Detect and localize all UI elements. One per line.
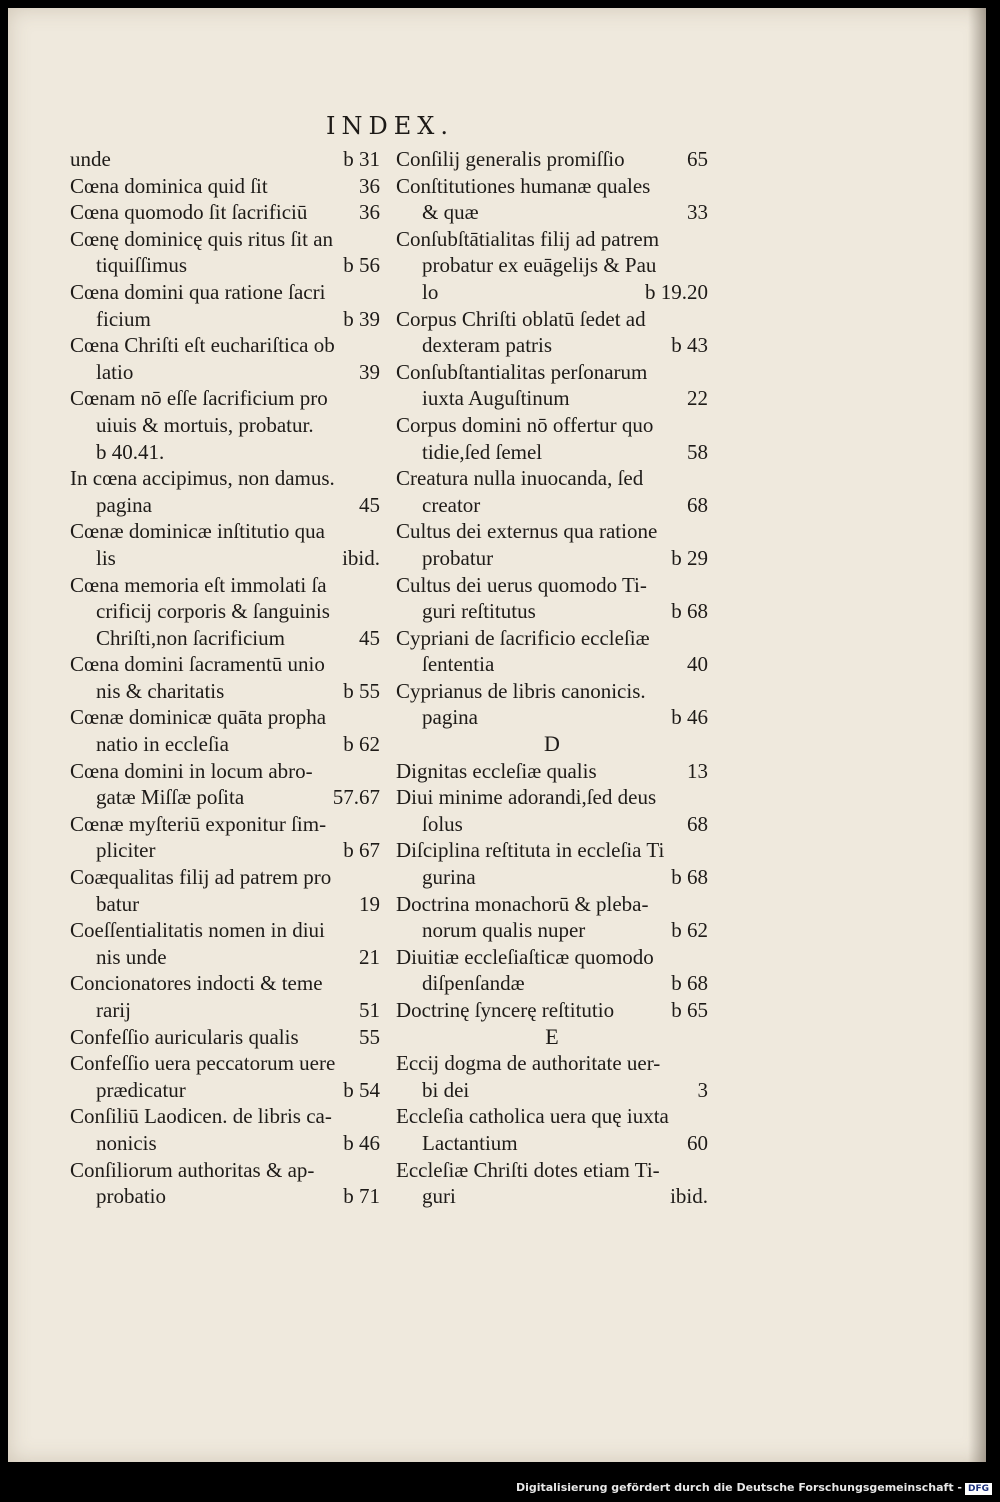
page-reference: b 62 [343, 732, 380, 757]
page-reference: 58 [687, 439, 708, 464]
index-entry-line [70, 1077, 380, 1104]
index-entry-line [396, 1183, 708, 1210]
index-entry-line [70, 731, 380, 758]
entry-text: dexteram patris [422, 333, 553, 358]
index-entry-line [70, 385, 380, 412]
entry-text: b 40.41. [96, 439, 165, 464]
entry-text: probatur ex euāgelijs & Pau [422, 253, 657, 278]
entry-text: Cœna domini ſacramentū unio [70, 652, 325, 677]
index-entry-line [396, 173, 708, 200]
index-entry-line [396, 545, 708, 572]
page-reference: 19 [359, 891, 380, 916]
entry-text: probatur [422, 545, 494, 570]
index-entry-line [70, 678, 380, 705]
index-entry-line [396, 465, 708, 492]
entry-text: Coeſſentialitatis nomen in diui [70, 918, 325, 943]
index-entry-line [396, 492, 708, 519]
index-entry-line [70, 811, 380, 838]
index-entry-line [396, 306, 708, 333]
page-reference: 33 [687, 200, 708, 225]
index-entry-line [70, 598, 380, 625]
entry-text: Conſilij generalis promiſſio [396, 147, 625, 171]
entry-text: tidie,ſed ſemel [422, 439, 543, 464]
index-entry-line [70, 518, 380, 545]
entry-text: crificij corporis & ſanguinis [96, 599, 330, 624]
page-reference: 45 [359, 625, 380, 650]
index-entry-line [70, 625, 380, 652]
entry-text: & quæ [422, 200, 479, 225]
entry-text: Cœna domini in locum abro- [70, 758, 313, 783]
entry-text: Conſiliū Laodicen. de libris ca- [70, 1104, 332, 1129]
index-entry-line [396, 970, 708, 997]
page-reference: b 56 [343, 253, 380, 278]
index-entry-line [396, 1050, 708, 1077]
entry-text: diſpenſandæ [422, 971, 525, 996]
page-reference: 60 [687, 1130, 708, 1155]
index-entry-line [70, 412, 380, 439]
index-entry-line [396, 412, 708, 439]
page-reference: b 68 [671, 971, 708, 996]
page-reference: 51 [359, 998, 380, 1022]
index-entry-line [70, 226, 380, 253]
entry-text: norum qualis nuper [422, 918, 586, 943]
page-header: INDEX. [326, 112, 454, 140]
index-entry-line [70, 944, 380, 971]
page-reference: b 46 [343, 1130, 380, 1155]
index-entry-line [396, 598, 708, 625]
entry-text: Eccleſia catholica uera quę iuxta [396, 1104, 669, 1129]
index-entry-line [396, 1103, 708, 1130]
index-entry-line [70, 359, 380, 386]
digitization-footer [0, 1462, 1000, 1502]
page-reference: b 67 [343, 838, 380, 863]
page-reference: 36 [359, 200, 380, 225]
entry-text: probatio [96, 1184, 166, 1209]
entry-text: guri reſtitutus [422, 599, 536, 624]
page-reference: 57.67 [332, 785, 380, 810]
entry-text: Confeſſio uera peccatorum uere [70, 1051, 336, 1076]
index-entry-line [70, 784, 380, 811]
index-entry-line [396, 625, 708, 652]
dfg-logo: DFG [965, 1483, 992, 1495]
index-entry-line [70, 917, 380, 944]
section-letter [396, 731, 708, 758]
page-reference: b 62 [671, 918, 708, 943]
index-entry-line [396, 891, 708, 918]
index-entry-line [70, 332, 380, 359]
page-reference: 68 [687, 811, 708, 836]
index-entry-line [70, 146, 380, 173]
entry-text: Lactantium [422, 1130, 518, 1155]
index-entry-line [396, 359, 708, 386]
index-entry-line [70, 970, 380, 997]
index-entry-line [396, 199, 708, 226]
index-entry-line [396, 1077, 708, 1104]
page-reference: b 68 [671, 865, 708, 890]
index-entry-line [70, 545, 380, 572]
page-reference: 39 [359, 359, 380, 384]
index-entry-line [396, 518, 708, 545]
page-reference: b 71 [343, 1184, 380, 1209]
entry-text: Dignitas eccleſiæ qualis [396, 758, 597, 783]
index-entry-line [396, 678, 708, 705]
entry-text: tiquiſſimus [96, 253, 188, 278]
entry-text: unde [70, 147, 111, 171]
page-reference: 68 [687, 492, 708, 517]
index-entry-line [396, 651, 708, 678]
entry-text: creator [422, 492, 481, 517]
index-entry-line [396, 252, 708, 279]
entry-text: Creatura nulla inuocanda, ſed [396, 466, 644, 491]
entry-text: Eccleſiæ Chriſti dotes etiam Ti- [396, 1157, 660, 1182]
index-entry-line [70, 891, 380, 918]
entry-text: E [545, 1023, 559, 1049]
entry-text: Cultus dei externus qua ratione [396, 519, 658, 544]
index-entry-line [70, 492, 380, 519]
index-entry-line [70, 864, 380, 891]
index-entry-line [396, 917, 708, 944]
index-column-right [396, 146, 708, 1210]
section-letter [396, 1024, 708, 1051]
entry-text: pliciter [96, 838, 156, 863]
index-entry-line [396, 1130, 708, 1157]
page-reference: 40 [687, 652, 708, 677]
entry-text: Diſciplina reſtituta in eccleſia Ti [396, 838, 665, 863]
index-entry-line [70, 279, 380, 306]
page-reference: 21 [359, 944, 380, 969]
entry-text: nis unde [96, 944, 167, 969]
page-reference: b 29 [671, 545, 708, 570]
entry-text: Cœna quomodo ſit ſacrificiū [70, 200, 308, 225]
entry-text: prædicatur [96, 1077, 186, 1102]
entry-text: Cultus dei uerus quomodo Ti- [396, 572, 647, 597]
index-entry-line [70, 306, 380, 333]
index-entry-line [70, 651, 380, 678]
entry-text: Coæqualitas filij ad patrem pro [70, 865, 332, 890]
index-entry-line [396, 572, 708, 599]
entry-text: lo [422, 279, 439, 304]
page-reference: 65 [687, 147, 708, 171]
index-entry-line [70, 1103, 380, 1130]
entry-text: nonicis [96, 1130, 157, 1155]
index-entry-line [396, 1157, 708, 1184]
index-entry-line [396, 758, 708, 785]
entry-text: Cœna Chriſti eſt euchariſtica ob [70, 333, 335, 358]
entry-text: Cœnæ myſteriū exponitur ſim- [70, 811, 327, 836]
entry-text: Conſubſtātialitas filij ad patrem [396, 226, 660, 251]
entry-text: Cœna memoria eſt immolati ſa [70, 572, 327, 597]
entry-text: Chriſti,non ſacrificium [96, 625, 285, 650]
entry-text: Concionatores indocti & teme [70, 971, 323, 996]
index-entry-line [396, 704, 708, 731]
index-entry-line [70, 704, 380, 731]
entry-text: nis & charitatis [96, 678, 225, 703]
book-page [8, 8, 986, 1462]
page-reference: b 55 [343, 678, 380, 703]
entry-text: In cœna accipimus, non damus. [70, 466, 335, 491]
page-reference: ibid. [342, 545, 380, 570]
entry-text: D [544, 731, 560, 757]
entry-text: uiuis & mortuis, probatur. [96, 412, 314, 437]
entry-text: natio in eccleſia [96, 732, 229, 757]
index-entry-line [70, 199, 380, 226]
entry-text: Diui minime adorandi,ſed deus [396, 785, 657, 810]
index-entry-line [70, 439, 380, 466]
entry-text: Cœna domini qua ratione ſacri [70, 279, 326, 304]
entry-text: Confeſſio auricularis qualis [70, 1024, 299, 1049]
entry-text: Eccij dogma de authoritate uer- [396, 1051, 661, 1076]
page-reference: b 39 [343, 306, 380, 331]
entry-text: ficium [96, 306, 151, 331]
entry-text: Corpus domini nō offertur quo [396, 412, 654, 437]
entry-text: Cœna dominica quid ſit [70, 173, 268, 198]
entry-text: ſolus [422, 811, 463, 836]
page-reference: 3 [697, 1077, 708, 1102]
index-entry-line [396, 439, 708, 466]
index-entry-line [70, 1157, 380, 1184]
funding-credit: Digitalisierung gefördert durch die Deutsche Forschungsgemeinschaft - [515, 1481, 962, 1494]
index-entry-line [396, 811, 708, 838]
index-entry-line [396, 837, 708, 864]
index-entry-line [396, 385, 708, 412]
entry-text: Cœnam nō eſſe ſacrificium pro [70, 386, 328, 411]
index-entry-line [70, 252, 380, 279]
index-entry-line [70, 173, 380, 200]
entry-text: Cyprianus de libris canonicis. [396, 678, 646, 703]
index-entry-line [396, 864, 708, 891]
entry-text: pagina [422, 705, 478, 730]
page-reference: ibid. [670, 1184, 708, 1209]
entry-text: bi dei [422, 1077, 470, 1102]
entry-text: latio [96, 359, 134, 384]
page-reference: b 31 [343, 147, 380, 171]
entry-text: rarij [96, 998, 131, 1022]
entry-text: ſententia [422, 652, 495, 677]
page-reference: b 54 [343, 1077, 380, 1102]
page-reference: 55 [359, 1024, 380, 1049]
index-column-left [70, 146, 380, 1210]
entry-text: Doctrina monachorū & pleba- [396, 891, 649, 916]
index-entry-line [70, 465, 380, 492]
entry-text: batur [96, 891, 140, 916]
page-reference: 13 [687, 758, 708, 783]
entry-text: lis [96, 545, 116, 570]
index-entry-line [70, 1050, 380, 1077]
entry-text: pagina [96, 492, 152, 517]
page-reference: b 65 [671, 998, 708, 1022]
index-entry-line [70, 1024, 380, 1051]
entry-text: Cœnæ dominicæ inſtitutio qua [70, 519, 325, 544]
index-entry-line [396, 784, 708, 811]
index-entry-line [70, 1130, 380, 1157]
entry-text: Cœnæ dominicæ quāta propha [70, 705, 327, 730]
page-reference: 22 [687, 386, 708, 411]
page-reference: b 43 [671, 333, 708, 358]
index-entry-line [396, 332, 708, 359]
index-entry-line [396, 944, 708, 971]
index-entry-line [70, 997, 380, 1024]
entry-text: gatæ Miſſæ poſita [96, 785, 245, 810]
entry-text: Diuitiæ eccleſiaſticæ quomodo [396, 944, 654, 969]
page-reference: b 46 [671, 705, 708, 730]
page-reference: b 68 [671, 599, 708, 624]
entry-text: guri [422, 1184, 456, 1209]
entry-text: gurina [422, 865, 476, 890]
entry-text: Cypriani de ſacrificio eccleſiæ [396, 625, 650, 650]
index-entry-line [70, 837, 380, 864]
entry-text: Cœnę dominicę quis ritus ſit an [70, 226, 334, 251]
index-entry-line [70, 1183, 380, 1210]
index-entry-line [396, 146, 708, 173]
index-entry-line [396, 279, 708, 306]
entry-text: iuxta Auguſtinum [422, 386, 570, 411]
entry-text: Conſtitutiones humanæ quales [396, 173, 651, 198]
entry-text: Doctrinę ſyncerę reſtitutio [396, 998, 615, 1022]
index-entry-line [70, 758, 380, 785]
page-reference: 36 [359, 173, 380, 198]
index-entry-line [396, 226, 708, 253]
page-reference: 45 [359, 492, 380, 517]
entry-text: Conſiliorum authoritas & ap- [70, 1157, 315, 1182]
entry-text: Conſubſtantialitas perſonarum [396, 359, 648, 384]
index-entry-line [70, 572, 380, 599]
entry-text: Corpus Chriſti oblatū ſedet ad [396, 306, 646, 331]
page-reference: b 19.20 [645, 279, 708, 304]
index-entry-line [396, 997, 708, 1024]
